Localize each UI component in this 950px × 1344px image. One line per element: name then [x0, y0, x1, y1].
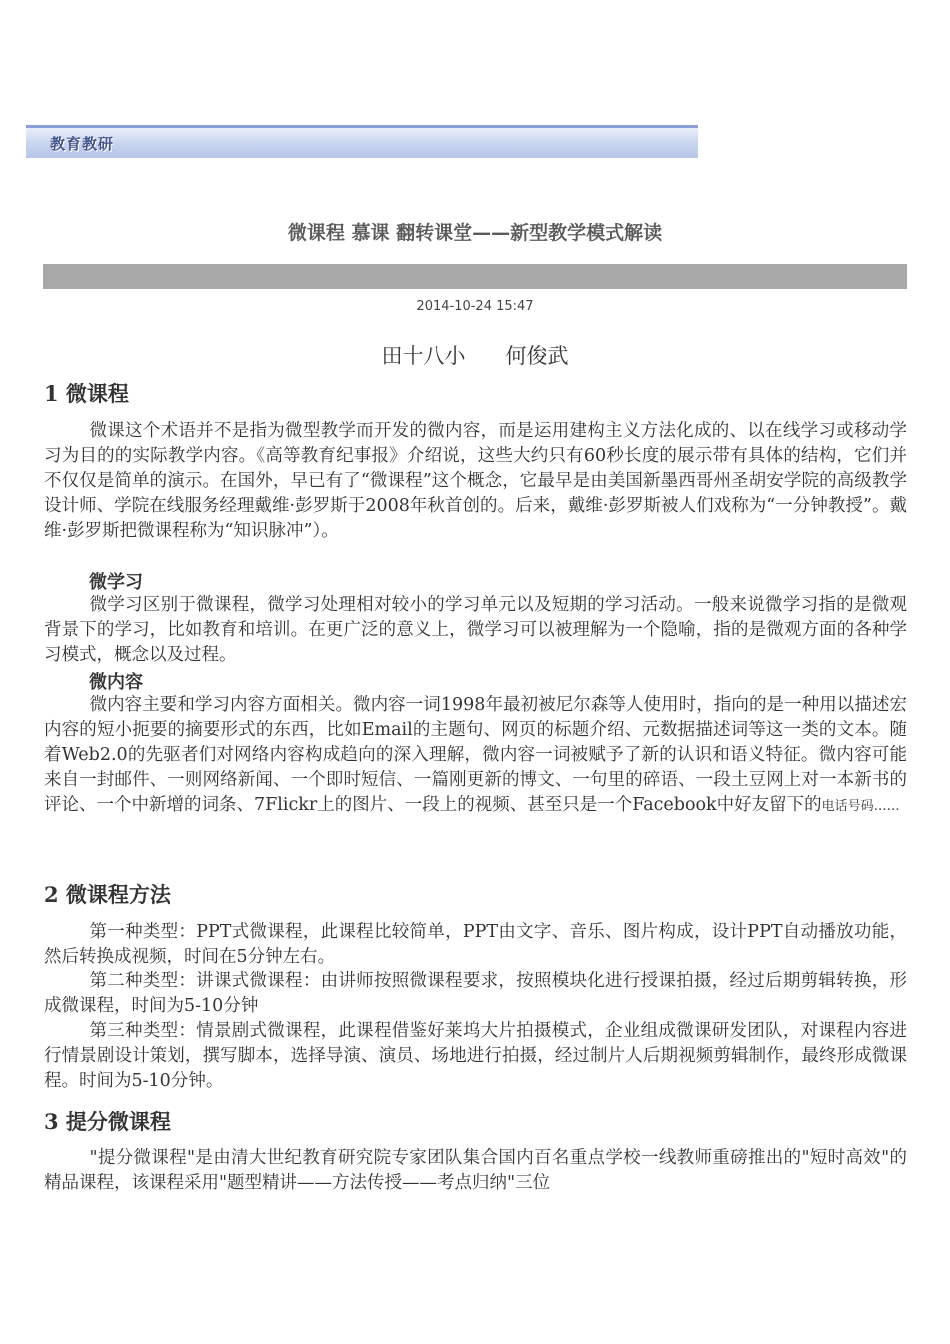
paragraph: "提分微课程"是由清大世纪教育研究院专家团队集合国内百名重点学校一线教师重磅推出的"短时高效"的精品课程，该课程采用"题型精讲——方法传授——考点归纳"三位 — [44, 1148, 907, 1193]
paragraph-text: 微内容主要和学习内容方面相关。微内容一词1998年最初被尼尔森等人使用时，指向的是一种用以描述宏内容的短小扼要的摘要形式的东西，比如Email的主题句、网页的标题介绍、元数据描述词等这一类的文本。随着Web2.0的先驱者们对网络内容构成趋向的深入理解，微内容一词被赋予了新的认识和语义特征。微内容可能来自一封邮件、一则网络新闻、一个即时短信、一篇刚更新的博文、一句里的碎语、一段土豆网上对一本新书的评论、一个中新增的词条、7Flickr上的图片、一段上的视频、甚至只是一个Facebook中好友留下的 — [44, 695, 907, 815]
article-author: 田十八小 何俊武 — [381, 344, 569, 368]
subheading-micro-content: 微内容 — [89, 672, 143, 693]
paragraph: 第二种类型：讲课式微课程：由讲师按照微课程要求，按照模块化进行授课拍摄，经过后期剪辑转换，形成微课程，时间为5-10分钟 — [44, 971, 907, 1016]
paragraph: 第一种类型：PPT式微课程，此课程比较简单，PPT由文字、音乐、图片构成，设计PPT自动播放功能，然后转换成视频，时间在5分钟左右。 — [44, 922, 907, 967]
article-date: 2014-10-24 15:47 — [416, 299, 534, 314]
article-title: 微课程 慕课 翻转课堂——新型教学模式解读 — [287, 222, 663, 244]
section-heading-2: 2 微课程方法 — [44, 882, 171, 907]
section-banner — [26, 125, 698, 158]
subheading-micro-learning: 微学习 — [89, 572, 143, 593]
banner-label: 教育教研 — [50, 135, 115, 153]
paragraph-text-small: 电话号码…… — [821, 799, 900, 814]
divider-bar — [43, 264, 907, 289]
section-heading-3: 3 提分微课程 — [44, 1109, 171, 1134]
paragraph: 微学习区别于微课程，微学习处理相对较小的学习单元以及短期的学习活动。一般来说微学习指的是微观背景下的学习，比如教育和培训。在更广泛的意义上，微学习可以被理解为一个隐喻，指的是微观方面的各种学习模式，概念以及过程。 — [44, 595, 907, 665]
paragraph — [44, 693, 907, 819]
section-heading-1: 1 微课程 — [44, 381, 129, 406]
paragraph: 微课这个术语并不是指为微型教学而开发的微内容，而是运用建构主义方法化成的、以在线学习或移动学习为目的的实际教学内容。《高等教育纪事报》介绍说，这些大约只有60秒长度的展示带有具体的结构，它们并不仅仅是简单的演示。在国外，早已有了“微课程”这个概念，它最早是由美国新墨西哥州圣胡安学院的高级教学设计师、学院在线服务经理戴维·彭罗斯于2008年秋首创的。后来，戴维·彭罗斯被人们戏称为“一分钟教授”。戴维·彭罗斯把微课程称为“知识脉冲”）。 — [44, 421, 907, 541]
paragraph: 第三种类型：情景剧式微课程，此课程借鉴好莱坞大片拍摄模式，企业组成微课研发团队，对课程内容进行情景剧设计策划，撰写脚本，选择导演、演员、场地进行拍摄，经过制片人后期视频剪辑制作，最终形成微课程。时间为5-10分钟。 — [44, 1021, 907, 1091]
